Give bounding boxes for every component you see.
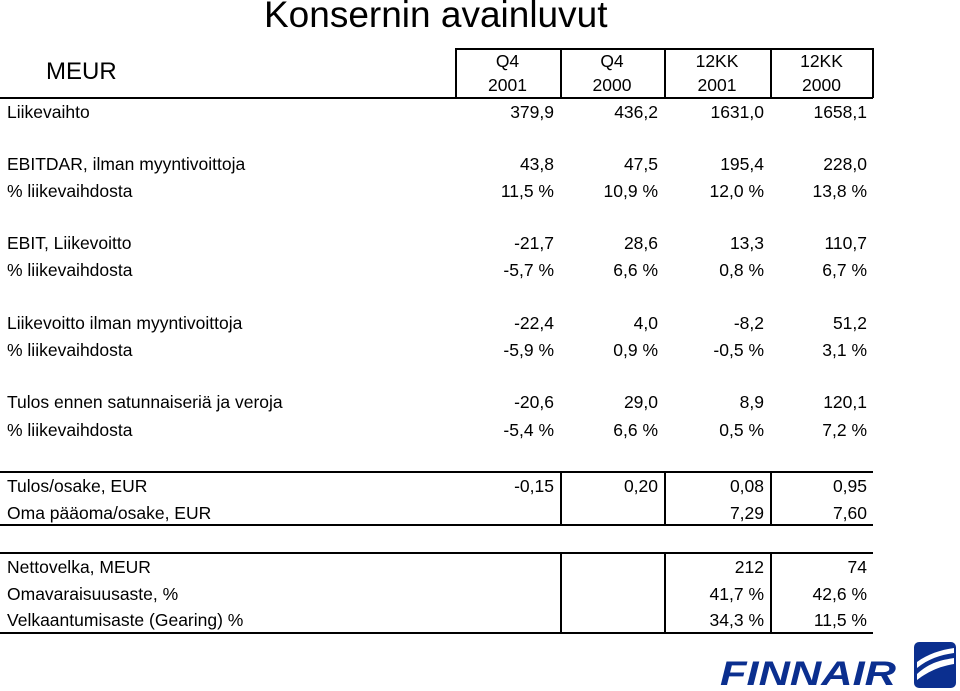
cell-value: -0,5 %	[713, 340, 764, 360]
cell-value: 41,7 %	[709, 584, 764, 604]
header-column-divider	[664, 48, 666, 98]
row-label: EBIT, Liikevoitto	[7, 233, 132, 253]
cell-value: 12,0 %	[709, 181, 764, 201]
cell-value: -21,7	[514, 233, 554, 253]
column-header-line2: 2000	[802, 75, 841, 95]
column-header-line1: Q4	[495, 51, 520, 71]
section-rule	[0, 632, 873, 634]
cell-value: -5,9 %	[503, 340, 554, 360]
column-header-line1: 12KK	[800, 51, 843, 71]
cell-value: -20,6	[514, 392, 554, 412]
cell-value: 47,5	[623, 154, 658, 174]
section-column-divider	[560, 552, 562, 633]
row-label: % liikevaihdosta	[7, 181, 133, 201]
column-header-line2: 2001	[488, 75, 527, 95]
cell-value: 13,3	[729, 233, 764, 253]
cell-value: 42,6 %	[812, 584, 867, 604]
header-column-divider	[455, 48, 457, 98]
cell-value: 0,5 %	[719, 420, 764, 440]
finnair-logo-text: FINNAIR	[720, 655, 897, 690]
row-label: Nettovelka, MEUR	[7, 557, 151, 577]
cell-value: 0,9 %	[613, 340, 658, 360]
finnair-logo	[718, 640, 958, 690]
section-column-divider	[770, 471, 772, 525]
row-label: % liikevaihdosta	[7, 420, 133, 440]
column-header-line1: 12KK	[695, 51, 739, 71]
cell-value: 6,6 %	[613, 260, 658, 280]
cell-value: 74	[847, 557, 867, 577]
row-label: Velkaantumisaste (Gearing) %	[7, 610, 244, 630]
row-label: Omavaraisuusaste, %	[7, 584, 179, 604]
row-label: Tulos/osake, EUR	[7, 476, 148, 496]
cell-value: 1658,1	[813, 102, 867, 122]
section-column-divider	[560, 471, 562, 525]
cell-value: 11,5 %	[500, 181, 554, 201]
cell-value: 29,0	[623, 392, 658, 412]
cell-value: 4,0	[633, 313, 658, 333]
cell-value: 379,9	[510, 102, 554, 122]
header-column-divider	[560, 48, 562, 98]
section-column-divider	[664, 471, 666, 525]
cell-value: -5,4 %	[503, 420, 554, 440]
cell-value: 43,8	[519, 154, 554, 174]
cell-value: 436,2	[614, 102, 658, 122]
header-column-divider	[770, 48, 772, 98]
cell-value: 11,5 %	[813, 610, 867, 630]
cell-value: 13,8 %	[812, 181, 867, 201]
cell-value: 51,2	[832, 313, 867, 333]
section-rule	[0, 471, 873, 473]
cell-value: 110,7	[824, 233, 867, 253]
column-header-line2: 2000	[592, 75, 632, 95]
cell-value: -0,15	[514, 476, 554, 496]
cell-value: 0,8 %	[719, 260, 764, 280]
cell-value: 28,6	[623, 233, 658, 253]
cell-value: 0,08	[729, 476, 764, 496]
finnair-flag-icon	[914, 642, 956, 688]
cell-value: 212	[734, 557, 764, 577]
cell-value: 34,3 %	[709, 610, 764, 630]
cell-value: -8,2	[733, 313, 764, 333]
cell-value: 10,9 %	[603, 181, 658, 201]
cell-value: -5,7 %	[503, 260, 554, 280]
cell-value: 195,4	[720, 154, 764, 174]
row-label: Oma pääoma/osake, EUR	[7, 503, 212, 523]
header-column-divider	[872, 48, 874, 98]
cell-value: 0,20	[623, 476, 658, 496]
cell-value: 0,95	[832, 476, 867, 496]
cell-value: 120,1	[823, 392, 867, 412]
section-rule	[0, 552, 873, 554]
unit-label: MEUR	[46, 58, 117, 85]
section-rule	[0, 524, 873, 526]
column-header-line1: Q4	[600, 51, 624, 71]
row-label: % liikevaihdosta	[7, 340, 133, 360]
row-label: Liikevaihto	[7, 102, 90, 122]
cell-value: 7,2 %	[822, 420, 867, 440]
row-label: Tulos ennen satunnaiseriä ja veroja	[7, 392, 283, 412]
cell-value: 3,1 %	[822, 340, 867, 360]
column-header-line2: 2001	[697, 75, 737, 95]
page-title: Konsernin avainluvut	[264, 0, 608, 35]
cell-value: 6,6 %	[613, 420, 658, 440]
cell-value: 7,60	[832, 503, 867, 523]
cell-value: 7,29	[729, 503, 764, 523]
header-bottom-rule	[0, 97, 873, 99]
row-label: Liikevoitto ilman myyntivoittoja	[7, 313, 243, 333]
cell-value: 228,0	[823, 154, 867, 174]
cell-value: 8,9	[739, 392, 764, 412]
cell-value: 6,7 %	[822, 260, 867, 280]
cell-value: 1631,0	[710, 102, 764, 122]
row-label: EBITDAR, ilman myyntivoittoja	[7, 154, 246, 174]
section-column-divider	[664, 552, 666, 633]
cell-value: -22,4	[514, 313, 554, 333]
section-column-divider	[770, 552, 772, 633]
row-label: % liikevaihdosta	[7, 260, 133, 280]
